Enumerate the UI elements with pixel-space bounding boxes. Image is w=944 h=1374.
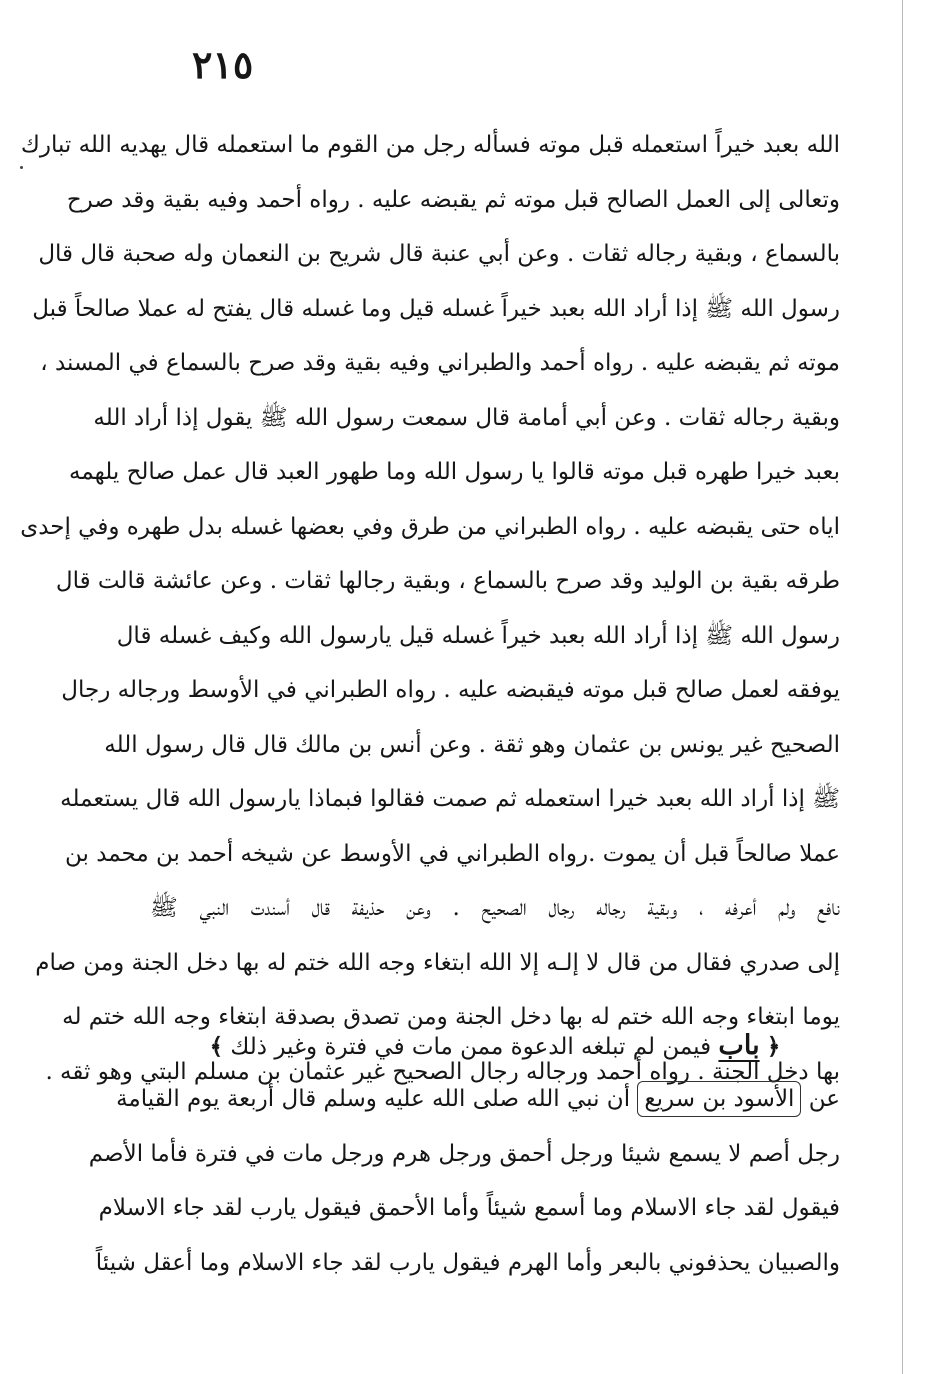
text-line: يوفقه لعمل صالح قبل موته فيقبضه عليه . رواه الطبراني في الأوسط ورجاله رجال bbox=[61, 677, 840, 703]
chapter-heading bbox=[150, 1023, 840, 1069]
text-line: الله بعبد خيراً استعمله قبل موته فسأله رجل من القوم ما استعمله قال يهديه الله تبارك bbox=[20, 132, 840, 158]
text-line: الصحيح غير يونس بن عثمان وهو ثقة . وعن أنس بن مالك قال قال رسول الله bbox=[104, 731, 840, 758]
text-line bbox=[116, 1072, 840, 1127]
second-paragraph bbox=[88, 1072, 840, 1290]
text-line: نافع ولم أعرفه ، وبقية رجاله رجال الصحيح . وعن حذيفة قال أسندت النبي ﷺ bbox=[150, 895, 840, 921]
text-line: والصبيان يحذفوني بالبعر وأما الهرم فيقول يارب لقد جاء الاسلام وما أعقل شيئاً bbox=[95, 1249, 840, 1276]
text-line: رسول الله ﷺ إذا أراد الله بعبد خيراً غسله قيل يارسول الله وكيف غسله قال bbox=[116, 622, 840, 649]
page-number: ٢١٥ bbox=[192, 42, 254, 87]
text-line: اياه حتى يقبضه عليه . رواه الطبراني من طرق وفي بعضها غسله بدل طهره وفي إحدى bbox=[20, 513, 840, 540]
text-line: رسول الله ﷺ إذا أراد الله بعبد خيراً غسله قيل وما غسله قال يفتح له عملا صالحاً قبل bbox=[32, 295, 840, 322]
chapter-label: باب bbox=[718, 1030, 760, 1061]
boxed-narrator-name: الأسود بن سريع bbox=[637, 1081, 801, 1117]
line-rest: أن نبي الله صلى الله عليه وسلم قال أربعة يوم القيامة bbox=[116, 1086, 631, 1112]
text-line: رجل أصم لا يسمع شيئا ورجل أحمق ورجل هرم ورجل مات في فترة فأما الأصم bbox=[88, 1140, 840, 1167]
text-line: يوما ابتغاء وجه الله ختم له بها دخل الجنة ومن تصدق بصدقة ابتغاء وجه الله ختم له bbox=[62, 1004, 840, 1030]
text-line: وتعالى إلى العمل الصالح قبل موته ثم يقبضه عليه . رواه أحمد وفيه بقية وقد صرح bbox=[66, 186, 840, 213]
line-prefix: عن bbox=[808, 1086, 840, 1112]
page-edge-line bbox=[902, 0, 903, 1374]
text-line: بالسماع ، وبقية رجاله ثقات . وعن أبي عنبة قال شريح بن النعمان وله صحبة قال قال bbox=[38, 241, 840, 267]
text-line: عملا صالحاً قبل أن يموت .رواه الطبراني في الأوسط عن شيخه أحمد بن محمد بن bbox=[64, 840, 840, 867]
text-line: إلى صدري فقال من قال لا إلـه إلا الله ابتغاء وجه الله ختم له بها دخل الجنة ومن صام bbox=[35, 949, 840, 976]
text-line: ﷺ إذا أراد الله بعبد خيرا استعمله ثم صمت فقالوا فبماذا يارسول الله قال يستعمله bbox=[60, 786, 840, 812]
text-line: فيقول لقد جاء الاسلام وما أسمع شيئاً وأما الأحمق فيقول يارب لقد جاء الاسلام bbox=[98, 1195, 840, 1221]
text-line: طرقه بقية بن الوليد وقد صرح بالسماع ، وبقية رجالها ثقات . وعن عائشة قالت قال bbox=[55, 568, 840, 594]
chapter-close-bracket: ﴾ bbox=[209, 1033, 224, 1060]
text-line: وبقية رجاله ثقات . وعن أبي أمامة قال سمعت رسول الله ﷺ يقول إذا أراد الله bbox=[93, 404, 840, 431]
text-line: بعبد خيرا طهره قبل موته قالوا يا رسول الله وما طهور العبد قال عمل صالح يلهمه bbox=[69, 459, 840, 485]
text-line: بها دخل الجنة . رواه أحمد ورجاله رجال الصحيح غير عثمان بن مسلم البتي وهو ثقه . bbox=[45, 1058, 840, 1085]
chapter-title: فيمن لم تبلغه الدعوة ممن مات في فترة وغير ذلك bbox=[230, 1034, 712, 1060]
text-line: موته ثم يقبضه عليه . رواه أحمد والطبراني وفيه بقية وقد صرح بالسماع في المسند ، bbox=[40, 350, 840, 376]
chapter-open-bracket: ﴿ bbox=[766, 1033, 781, 1060]
